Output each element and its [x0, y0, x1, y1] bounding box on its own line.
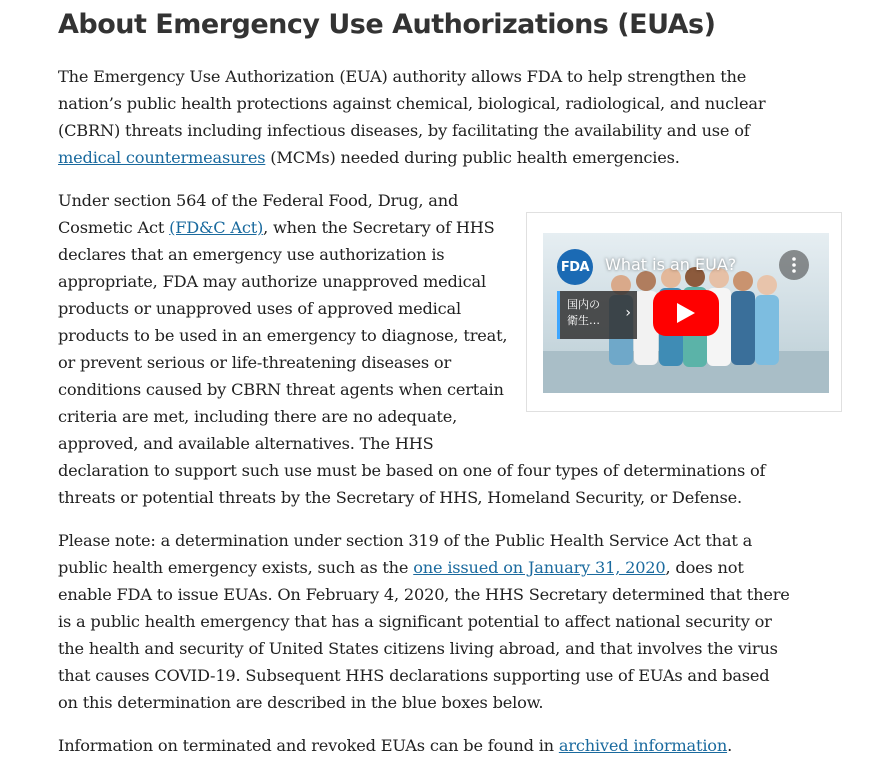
- section-564-paragraph: Under section 564 of the Federal Food, Drug, and Cosmetic Act (FD&C Act), when the Secretary of HHS declares that an emergency use authorization is appropriate, FDA may authorize unapproved medical products or unapproved uses of approved medical products to be used in an emergency to diagnose, treat, or prevent serious or life-threatening diseases or conditions caused by CBRN threat agents when certain criteria are met, including there are no adequate, approved, and available alternatives. The HHS declaration to support such use must be based on one of four types of determinations of threats or potential threats by the Secretary of HHS, Homeland Security, or Defense.: [58, 191, 766, 507]
- archived-information-link[interactable]: archived information: [558, 736, 728, 755]
- fda-logo[interactable]: FDA: [557, 249, 593, 285]
- video-embed-frame: [526, 212, 842, 412]
- playlist-chip[interactable]: 国内の 衛生… ›: [557, 291, 637, 339]
- chevron-right-icon: ›: [625, 305, 631, 321]
- january-31-2020-link[interactable]: one issued on January 31, 2020: [413, 558, 666, 577]
- fdc-act-link[interactable]: (FD&C Act): [169, 218, 264, 237]
- intro-paragraph: The Emergency Use Authorization (EUA) authority allows FDA to help strengthen the nation’s public health protections against chemical, biological, radiological, and nuclear (CBRN) threats including infectious diseases, by facilitating the availability and use of medical countermeasures (MCMs) needed during public health emergencies.: [58, 67, 766, 167]
- video-title[interactable]: What is an EUA?: [605, 255, 737, 274]
- medical-countermeasures-link[interactable]: medical countermeasures: [58, 148, 266, 167]
- page-title: About Emergency Use Authorizations (EUAs): [58, 9, 716, 40]
- archived-info-paragraph: Information on terminated and revoked EUAs can be found in archived information.: [58, 736, 733, 755]
- play-button[interactable]: [653, 290, 719, 336]
- phe-note-paragraph: Please note: a determination under section 319 of the Public Health Service Act that a public health emergency exists, such as the one issued on January 31, 2020, does not enable FDA to issue EUAs. On February 4, 2020, the HHS Secretary determined that there is a public health emergency that has a significant potential to affect national security or the health and security of United States citizens living abroad, and that involves the virus that causes COVID-19. Subsequent HHS declarations supporting use of EUAs and based on this determination are described in the blue boxes below.: [58, 531, 790, 712]
- more-vert-icon[interactable]: [779, 250, 809, 280]
- play-icon: [677, 303, 695, 323]
- video-player[interactable]: [543, 233, 829, 393]
